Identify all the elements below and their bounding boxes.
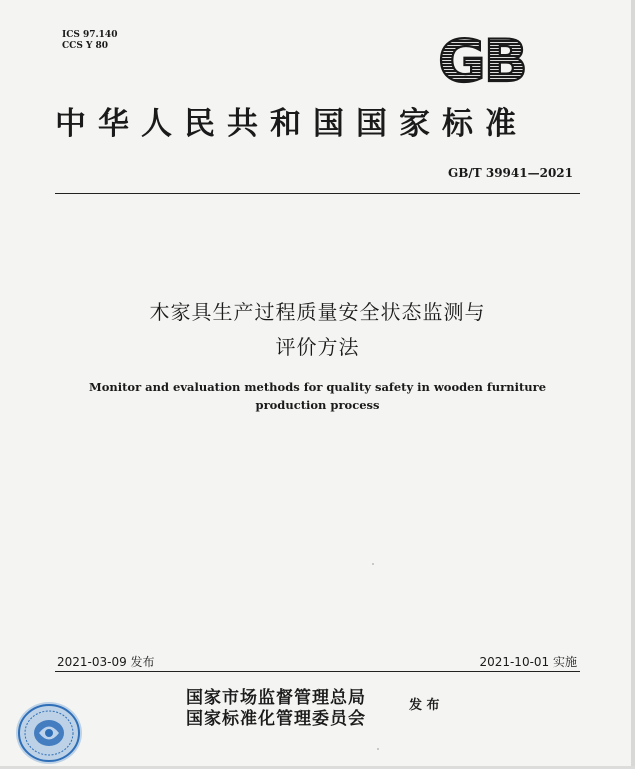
gb-logo-icon — [418, 35, 546, 85]
bottom-divider — [55, 671, 580, 672]
issue-action: 发 布 — [409, 698, 440, 713]
standard-code: GB/T 39941—2021 — [447, 166, 573, 180]
en-title-line-1: Monitor and evaluation methods for quality safety in wooden furniture — [88, 380, 547, 394]
issue-date: 2021-03-09 发布 — [57, 655, 155, 669]
issuer-line-1: 国家市场监督管理总局 — [186, 688, 366, 708]
classification-codes — [62, 30, 117, 52]
ccs-code: CCS Y 80 — [62, 41, 109, 51]
scan-speck — [372, 563, 374, 565]
scan-edge-right — [631, 0, 635, 769]
issuer-line-2: 国家标准化管理委员会 — [186, 709, 366, 729]
standard-title: 中华人民共和国国家标准 — [55, 106, 528, 142]
anti-counterfeit-seal-icon — [14, 700, 84, 766]
cn-title-line-1: 木家具生产过程质量安全状态监测与 — [149, 300, 486, 324]
gb-logo-text: GB — [438, 35, 526, 85]
scan-speck — [377, 748, 379, 750]
en-title-line-2: production process — [255, 398, 380, 412]
top-divider — [55, 193, 580, 194]
cn-title-line-2: 评价方法 — [275, 335, 360, 359]
implementation-date: 2021-10-01 实施 — [479, 655, 577, 669]
ics-code: ICS 97.140 — [62, 30, 118, 40]
